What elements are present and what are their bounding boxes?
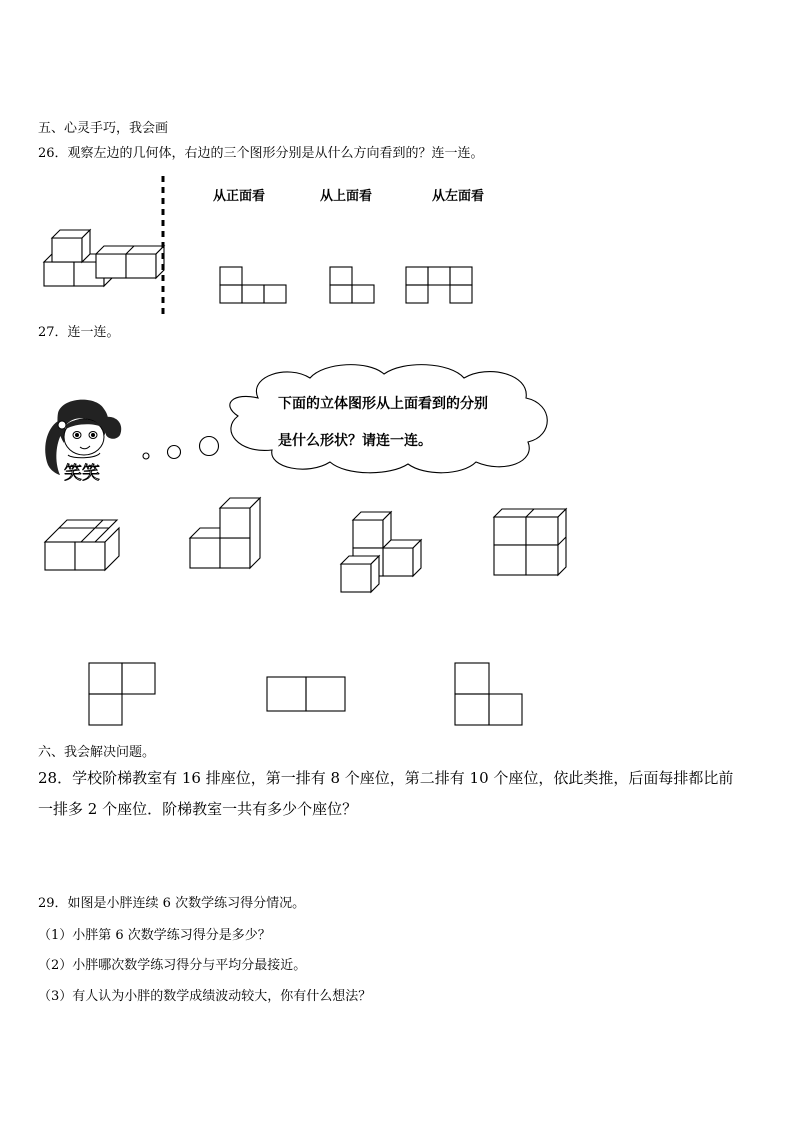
q27-view-shape-3 bbox=[454, 662, 526, 728]
question-28-line-1: 28．学校阶梯教室有 16 排座位，第一排有 8 个座位，第二排有 10 个座位，依此类推，后面每排都比前 bbox=[38, 769, 734, 787]
q27-view-shape-2 bbox=[266, 676, 348, 714]
view-shape-3 bbox=[405, 266, 477, 306]
cloud-text-line-1: 下面的立体图形从上面看到的分别 bbox=[278, 396, 488, 412]
q27-view-shape-1 bbox=[88, 662, 160, 728]
character-name-label: 笑笑 bbox=[64, 463, 100, 484]
question-29-sub-2: （2）小胖哪次数学练习得分与平均分最接近。 bbox=[38, 958, 307, 973]
label-front-view: 从正面看 bbox=[213, 189, 266, 204]
q27-solid-d bbox=[492, 507, 572, 579]
speech-cloud bbox=[218, 358, 558, 476]
dashed-divider bbox=[160, 176, 166, 316]
q27-solid-a bbox=[43, 516, 133, 574]
question-29-text: 29．如图是小胖连续 6 次数学练习得分情况。 bbox=[38, 896, 306, 911]
thought-bubbles bbox=[140, 434, 220, 464]
girl-character-illustration bbox=[38, 395, 133, 487]
cloud-text-line-2: 是什么形状？请连一连。 bbox=[278, 433, 432, 449]
question-28-line-2: 一排多 2 个座位．阶梯教室一共有多少个座位？ bbox=[38, 800, 358, 818]
question-26-text: 26．观察左边的几何体，右边的三个图形分别是从什么方向看到的？连一连。 bbox=[38, 146, 484, 161]
view-shape-1 bbox=[219, 266, 289, 306]
section-5-heading: 五、心灵手巧，我会画 bbox=[38, 121, 169, 136]
question-29-sub-1: （1）小胖第 6 次数学练习得分是多少？ bbox=[38, 928, 271, 943]
q26-solid-figure bbox=[40, 228, 150, 290]
section-6-heading: 六、我会解决问题。 bbox=[38, 745, 156, 760]
label-top-view: 从上面看 bbox=[320, 189, 373, 204]
view-shape-2 bbox=[329, 266, 379, 306]
question-29-sub-3: （3）有人认为小胖的数学成绩波动较大，你有什么想法？ bbox=[38, 989, 372, 1004]
q27-solid-c bbox=[339, 506, 429, 596]
q27-solid-b bbox=[188, 496, 268, 572]
question-27-text: 27．连一连。 bbox=[38, 325, 120, 340]
label-left-view: 从左面看 bbox=[432, 189, 485, 204]
